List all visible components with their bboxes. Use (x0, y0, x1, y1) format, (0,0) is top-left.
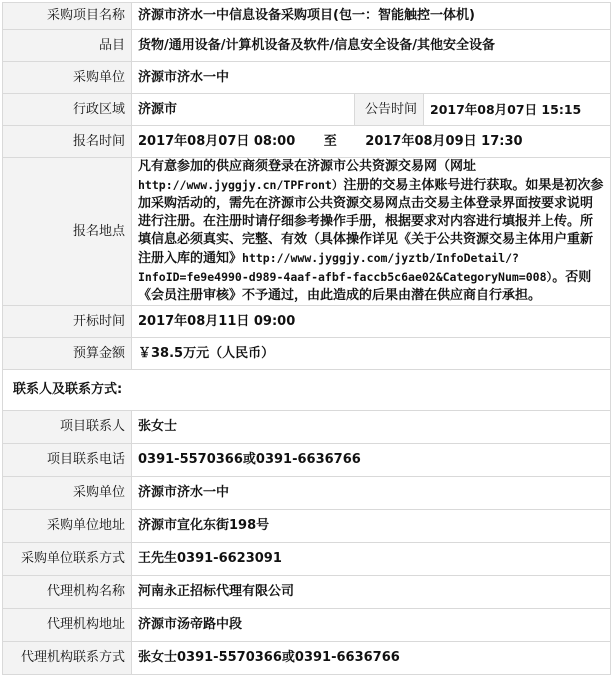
agency-address-value: 济源市汤帝路中段 (132, 609, 611, 642)
row-budget (3, 338, 611, 370)
publish-time-value: 2017年08月07日 15:15 (424, 94, 611, 126)
region-value: 济源市 (132, 94, 355, 126)
signup-place-label: 报名地点 (3, 158, 132, 306)
agency-name-value: 河南永正招标代理有限公司 (132, 576, 611, 609)
bid-open-label: 开标时间 (3, 306, 132, 338)
budget-value: ￥38.5万元（人民币） (132, 338, 611, 370)
contact-section-row (3, 370, 611, 411)
buyer-label: 采购单位 (3, 62, 132, 94)
row-buyer (3, 62, 611, 94)
buyer-value: 济源市济水一中 (132, 62, 611, 94)
buyer-contact-value: 王先生0391-6623091 (132, 543, 611, 576)
agency-address-label: 代理机构地址 (3, 609, 132, 642)
project-contact-value: 张女士 (132, 411, 611, 444)
contact-buyer-label: 采购单位 (3, 477, 132, 510)
row-agency-address (3, 609, 611, 642)
row-buyer-contact (3, 543, 611, 576)
signup-time-label: 报名时间 (3, 126, 132, 158)
project-phone-value: 0391-5570366或0391-6636766 (132, 444, 611, 477)
project-name-label: 采购项目名称 (3, 3, 132, 30)
project-phone-label: 项目联系电话 (3, 444, 132, 477)
row-project-contact (3, 411, 611, 444)
category-value: 货物/通用设备/计算机设备及软件/信息安全设备/其他安全设备 (132, 30, 611, 62)
contact-section-title: 联系人及联系方式: (3, 370, 611, 411)
category-label: 品目 (3, 30, 132, 62)
signup-end-time: 2017年08月09日 17:30 (365, 133, 523, 149)
row-agency-contact (3, 642, 611, 675)
row-category (3, 30, 611, 62)
region-label: 行政区域 (3, 94, 132, 126)
signup-place-text-2: 注册的交易主体账号进行获取。如果是初次参加采购活动的，需先在济源市公共资源交易网点击交易主体登录界面按要求说明进行注册。在注册时请仔细参考操作手册，根据要求对内容进行填报并上传。所填信息必须真实、完整、有效（具体操作详见《关于公共资源交易主体用户重新注册入库的通知》 (138, 178, 604, 266)
row-agency-name (3, 576, 611, 609)
notice-url-link[interactable]: http://www.jyggjy.com/jyztb/InfoDetail/?InfoID=fe9e4990-d989-4aaf-afbf-faccb5c6ae02&CategoryNum=008） (138, 251, 553, 284)
publish-time-label: 公告时间 (355, 94, 424, 126)
signup-place-value (132, 158, 611, 306)
row-buyer-address (3, 510, 611, 543)
row-project-phone (3, 444, 611, 477)
row-region (3, 94, 611, 126)
project-name-value: 济源市济水一中信息设备采购项目(包一：智能触控一体机) (132, 3, 611, 30)
announcement-table (2, 2, 611, 675)
row-project-name (3, 3, 611, 30)
row-contact-buyer (3, 477, 611, 510)
agency-contact-label: 代理机构联系方式 (3, 642, 132, 675)
signup-place-text-1: 凡有意参加的供应商须登录在济源市公共资源交易网（网址 (138, 159, 477, 174)
signup-range-separator: 至 (323, 133, 337, 149)
agency-contact-value: 张女士0391-5570366或0391-6636766 (132, 642, 611, 675)
row-signup-place (3, 158, 611, 306)
contact-buyer-value: 济源市济水一中 (132, 477, 611, 510)
buyer-address-value: 济源市宣化东街198号 (132, 510, 611, 543)
row-bid-open (3, 306, 611, 338)
buyer-contact-label: 采购单位联系方式 (3, 543, 132, 576)
buyer-address-label: 采购单位地址 (3, 510, 132, 543)
project-contact-label: 项目联系人 (3, 411, 132, 444)
agency-name-label: 代理机构名称 (3, 576, 132, 609)
budget-label: 预算金额 (3, 338, 132, 370)
signup-time-value (132, 126, 611, 158)
bid-open-value: 2017年08月11日 09:00 (132, 306, 611, 338)
signup-start-time: 2017年08月07日 08:00 (138, 133, 296, 149)
website-url-link[interactable]: http://www.jyggjy.cn/TPFront） (138, 178, 344, 192)
row-signup-time (3, 126, 611, 158)
signup-place-text-3: 。否则《会员注册审核》不予通过，由此造成的后果由潜在供应商自行承担。 (138, 270, 592, 303)
